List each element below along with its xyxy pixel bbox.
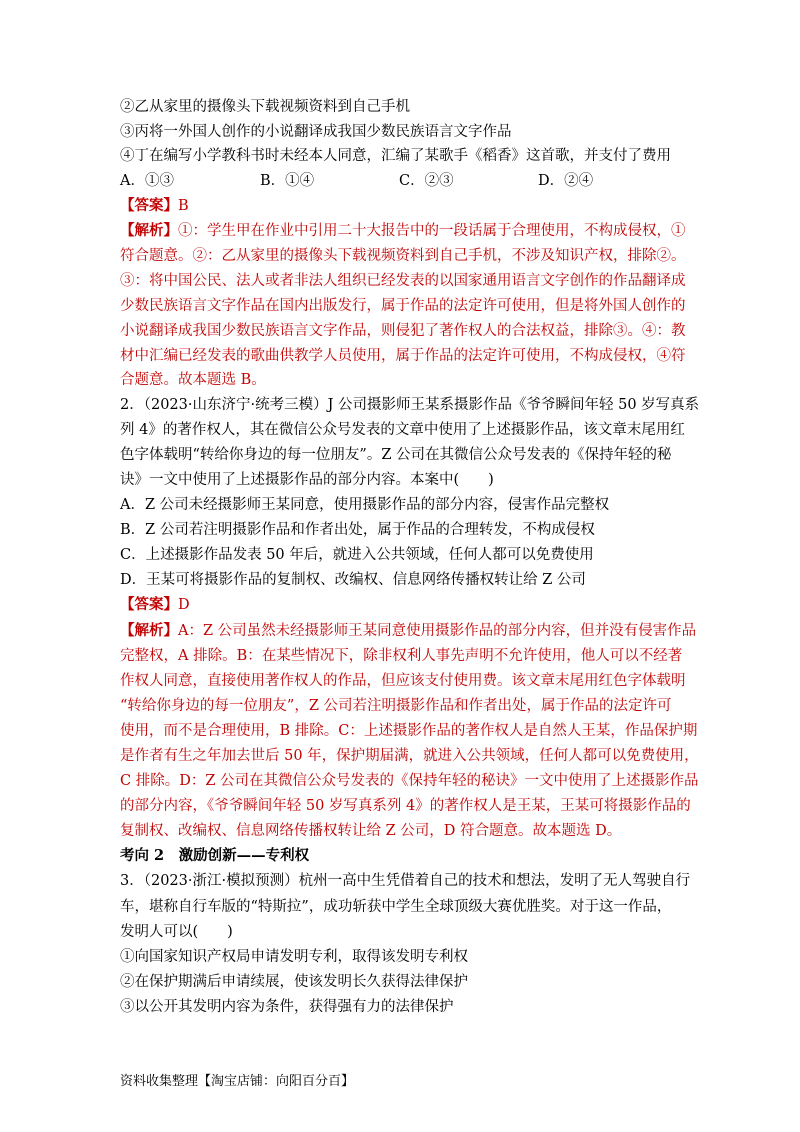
analysis-label: 【解析】	[120, 622, 178, 639]
answer-value: B	[178, 198, 189, 214]
q2-stem-line: 诀》一文中使用了上述摄影作品的部分内容。本案中( )	[120, 472, 494, 488]
q3-stem-line: 车，堪称自行车版的“特斯拉”，成功斩获中学生全球顶级大赛优胜奖。对于这一作品，	[120, 899, 672, 915]
q1-analysis-line: 合题意。故本题选 B。	[120, 372, 266, 388]
answer-label: 【答案】	[120, 197, 178, 214]
q3-statement: ①向国家知识产权局申请发明专利，取得该发明专利权	[120, 949, 468, 965]
q2-option-d: D．王某可将摄影作品的复制权、改编权、信息网络传播权转让给 Z 公司	[120, 572, 586, 588]
q1-option-b: B．①④	[260, 173, 315, 189]
analysis-text: ①：学生甲在作业中引用二十大报告中的一段话属于合理使用，不构成侵权，①	[178, 223, 686, 239]
q2-option-a: A．Z 公司未经摄影师王某同意，使用摄影作品的部分内容，侵害作品完整权	[120, 497, 610, 513]
analysis-label: 【解析】	[120, 222, 178, 239]
q1-option-a: A．①③	[120, 173, 174, 189]
q1-analysis-line: 材中汇编已经发表的歌曲供教学人员使用，属于作品的法定许可使用，不构成侵权，④符	[120, 348, 686, 364]
q1-analysis-line	[120, 221, 686, 241]
q2-analysis-line: 作权人同意，直接使用著作权人的作品，但应该支付使用费。该文章末尾用红色字体载明	[120, 673, 686, 689]
q1-analysis-line: ③：将中国公民、法人或者非法人组织已经发表的以国家通用语言文字创作的作品翻译成	[120, 273, 686, 289]
q3-stem-line: 发明人可以( )	[120, 924, 233, 940]
q2-analysis-line: “转给你身边的每一位朋友”，Z 公司若注明摄影作品和作者出处，属于作品的法定许可	[120, 698, 672, 714]
q2-stem-line: 列 4》的著作权人，其在微信公众号发表的文章中使用了上述摄影作品，该文章末尾用红	[120, 422, 685, 438]
q2-option-b: B．Z 公司若注明摄影作品和作者出处，属于作品的合理转发，不构成侵权	[120, 522, 595, 538]
q3-stem-line: 3．（2023·浙江·模拟预测）杭州一高中生凭借着自己的技术和想法，发明了无人驾驶自行	[120, 873, 691, 889]
answer-label: 【答案】	[120, 596, 178, 613]
section-heading: 考向 2 激励创新——专利权	[120, 847, 310, 864]
q2-analysis-line: 使用，而不是合理使用，B 排除。C：上述摄影作品的著作权人是自然人王某，作品保护期	[120, 723, 698, 739]
page-footer: 资料收集整理【淘宝店铺：向阳百分百】	[120, 1074, 355, 1089]
q2-stem-line: 2．（2023·山东济宁·统考三模）J 公司摄影师王某系摄影作品《爷爷瞬间年轻 50 岁写真系	[120, 397, 700, 413]
q3-statement: ②在保护期满后申请续展，使该发明长久获得法律保护	[120, 974, 468, 990]
q2-stem-line: 色字体载明“转给你身边的每一位朋友”。Z 公司在其微信公众号发表的《保持年轻的秘	[120, 447, 672, 463]
q2-analysis-line: C 排除。D：Z 公司在其微信公众号发表的《保持年轻的秘诀》一文中使用了上述摄影作品	[120, 773, 699, 789]
q2-option-c: C．上述摄影作品发表 50 年后，就进入公共领域，任何人都可以免费使用	[120, 547, 594, 563]
q2-analysis-line: 的部分内容，《爷爷瞬间年轻 50 岁写真系列 4》的著作权人是王某，王某可将摄影作品的	[120, 798, 691, 814]
q1-statement: ④丁在编写小学教科书时未经本人同意，汇编了某歌手《稻香》这首歌，并支付了费用	[120, 148, 671, 164]
q1-options	[120, 171, 720, 191]
q1-analysis-line: 少数民族语言文字作品在国内出版发行，属于作品的法定许可使用，但是将外国人创作的	[120, 298, 686, 314]
answer-value: D	[178, 597, 190, 613]
q1-answer	[120, 196, 189, 216]
q2-analysis-line	[120, 621, 696, 641]
q2-analysis-line: 是作者有生之年加去世后 50 年，保护期届满，就进入公共领域，任何人都可以免费使用，	[120, 748, 699, 764]
q1-analysis-line: 小说翻译成我国少数民族语言文字作品，则侵犯了著作权人的合法权益，排除③。④：教	[120, 323, 686, 339]
q2-analysis-line: 完整权，A 排除。B：在某些情况下，除非权利人事先声明不允许使用，他人可以不经著	[120, 648, 683, 664]
q1-statement: ②乙从家里的摄像头下载视频资料到自己手机	[120, 99, 410, 115]
q2-analysis-line: 复制权、改编权、信息网络传播权转让给 Z 公司，D 符合题意。故本题选 D。	[120, 823, 622, 839]
q1-statement: ③丙将一外国人创作的小说翻译成我国少数民族语言文字作品	[120, 124, 512, 140]
q2-answer	[120, 595, 190, 615]
q1-option-d: D．②④	[538, 173, 594, 189]
q3-statement: ③以公开其发明内容为条件，获得强有力的法律保护	[120, 999, 454, 1015]
q1-analysis-line: 符合题意。②：乙从家里的摄像头下载视频资料到自己手机，不涉及知识产权，排除②。	[120, 248, 686, 264]
analysis-text: A：Z 公司虽然未经摄影师王某同意使用摄影作品的部分内容，但并没有侵害作品	[178, 623, 697, 639]
q1-option-c: C．②③	[399, 173, 454, 189]
